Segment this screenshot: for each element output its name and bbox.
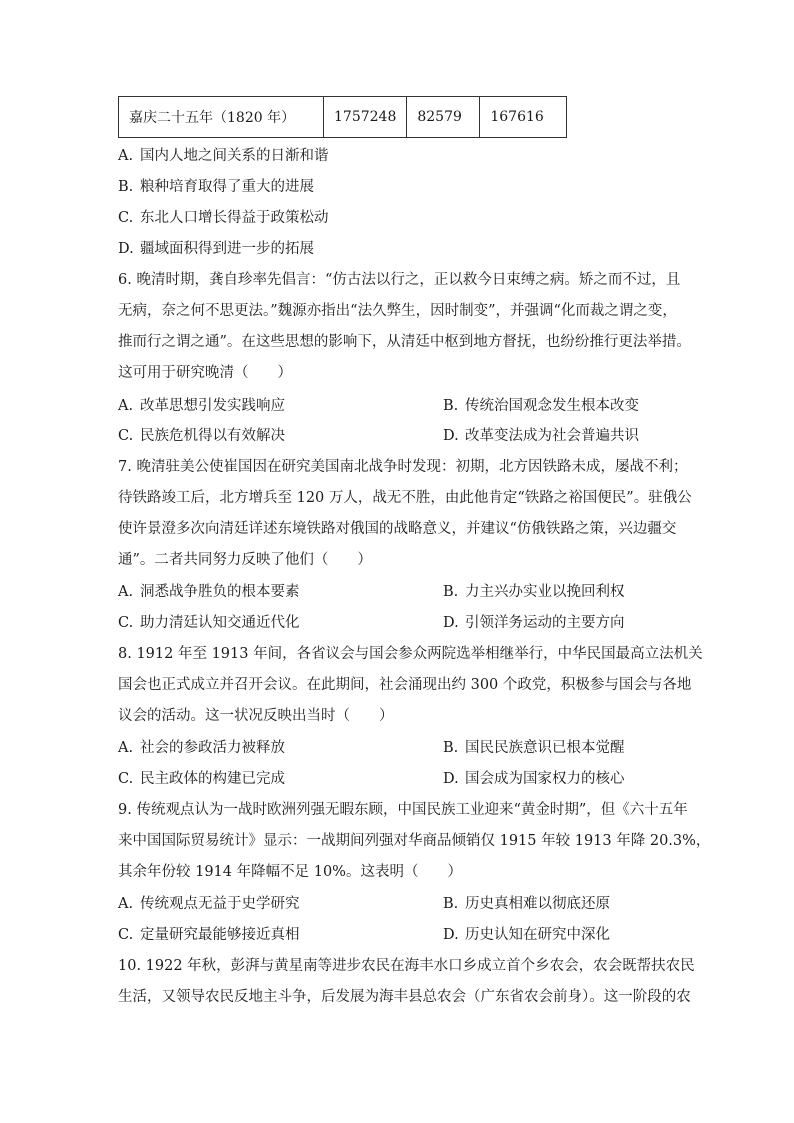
table-cell: 82579 — [407, 97, 480, 138]
q7-stem-line: 使许景澄多次向清廷详述东境铁路对俄国的战略意义，并建议“仿俄铁路之策，兴边疆交 — [118, 521, 677, 537]
q6-stem-line: 无病，奈之何不思更法。”魏源亦指出“法久弊生，因时制变”，并强调“化而裁之谓之变， — [118, 303, 677, 319]
q8-option-a: A. 社会的参政活力被释放 — [118, 740, 285, 756]
q6-option-c: C. 民族危机得以有效解决 — [118, 428, 285, 444]
q7-stem-line: 7. 晚清驻美公使崔国因在研究美国南北战争时发现：初期，北方因铁路未成，屡战不利； — [118, 459, 688, 475]
q8-option-c: C. 民主政体的构建已完成 — [118, 771, 285, 787]
q7-stem-line: 通”。二者共同努力反映了他们（ ） — [118, 552, 372, 568]
q6-stem-line: 6. 晚清时期，龚自珍率先倡言：“仿古法以行之，正以救今日束缚之病。矫之而不过，且 — [118, 272, 681, 288]
q5-option-d: D. 疆域面积得到进一步的拓展 — [118, 241, 314, 257]
q9-stem-line: 来中国国际贸易统计》显示：一战期间列强对华商品倾销仅 1915 年较 1913 年降 20.3%， — [118, 833, 711, 849]
q10-stem-line: 生活，又领导农民反地主斗争，后发展为海丰县总农会（广东省农会前身）。这一阶段的农 — [118, 989, 691, 1005]
q6-option-d: D. 改革变法成为社会普遍共识 — [443, 428, 639, 444]
q7-option-d: D. 引领洋务运动的主要方向 — [443, 615, 625, 631]
q7-stem-line: 待铁路竣工后，北方增兵至 120 万人，战无不胜，由此他肯定“铁路之裕国便民”。驻俄公 — [118, 490, 692, 506]
q8-option-b: B. 国民民族意识已根本觉醒 — [443, 740, 625, 756]
table-cell: 167616 — [480, 97, 567, 138]
q8-stem-line: 国会也正式成立并召开会议。在此期间，社会涌现出约 300 个政党，积极参与国会与各地 — [118, 677, 692, 693]
q7-option-b: B. 力主兴办实业以挽回利权 — [443, 584, 625, 600]
q9-stem-line: 9. 传统观点认为一战时欧洲列强无暇东顾，中国民族工业迎来“黄金时期”，但《六十五年 — [118, 802, 688, 818]
q8-stem-line: 8. 1912 年至 1913 年间，各省议会与国会参众两院选举相继举行，中华民国最高立法机关 — [118, 646, 703, 662]
q10-stem-line: 10. 1922 年秋，彭湃与黄星南等进步农民在海丰水口乡成立首个乡农会，农会既帮扶农民 — [118, 958, 695, 974]
q7-option-c: C. 助力清廷认知交通近代化 — [118, 615, 300, 631]
population-table — [118, 96, 567, 138]
q6-stem-line: 推而行之谓之通”。在这些思想的影响下，从清廷中枢到地方督抚，也纷纷推行更法举措。 — [118, 334, 691, 350]
q9-option-b: B. 历史真相难以彻底还原 — [443, 896, 610, 912]
q5-option-c: C. 东北人口增长得益于政策松动 — [118, 210, 329, 226]
q9-option-c: C. 定量研究最能够接近真相 — [118, 927, 300, 943]
q9-option-d: D. 历史认知在研究中深化 — [443, 927, 610, 943]
q7-option-a: A. 洞悉战争胜负的根本要素 — [118, 584, 300, 600]
q5-option-a: A. 国内人地之间关系的日渐和谐 — [118, 148, 329, 164]
q9-stem-line: 其余年份较 1914 年降幅不足 10%。这表明（ ） — [118, 864, 462, 880]
q6-option-a: A. 改革思想引发实践响应 — [118, 398, 285, 414]
table-row — [119, 97, 567, 138]
q6-option-b: B. 传统治国观念发生根本改变 — [443, 398, 639, 414]
q5-option-b: B. 粮种培育取得了重大的进展 — [118, 179, 314, 195]
table-cell: 嘉庆二十五年（1820 年） — [119, 97, 324, 138]
q8-option-d: D. 国会成为国家权力的核心 — [443, 771, 625, 787]
table-cell: 1757248 — [324, 97, 407, 138]
q9-option-a: A. 传统观点无益于史学研究 — [118, 896, 300, 912]
q6-stem-line: 这可用于研究晚清（ ） — [118, 365, 292, 381]
q8-stem-line: 议会的活动。这一状况反映出当时（ ） — [118, 708, 394, 724]
